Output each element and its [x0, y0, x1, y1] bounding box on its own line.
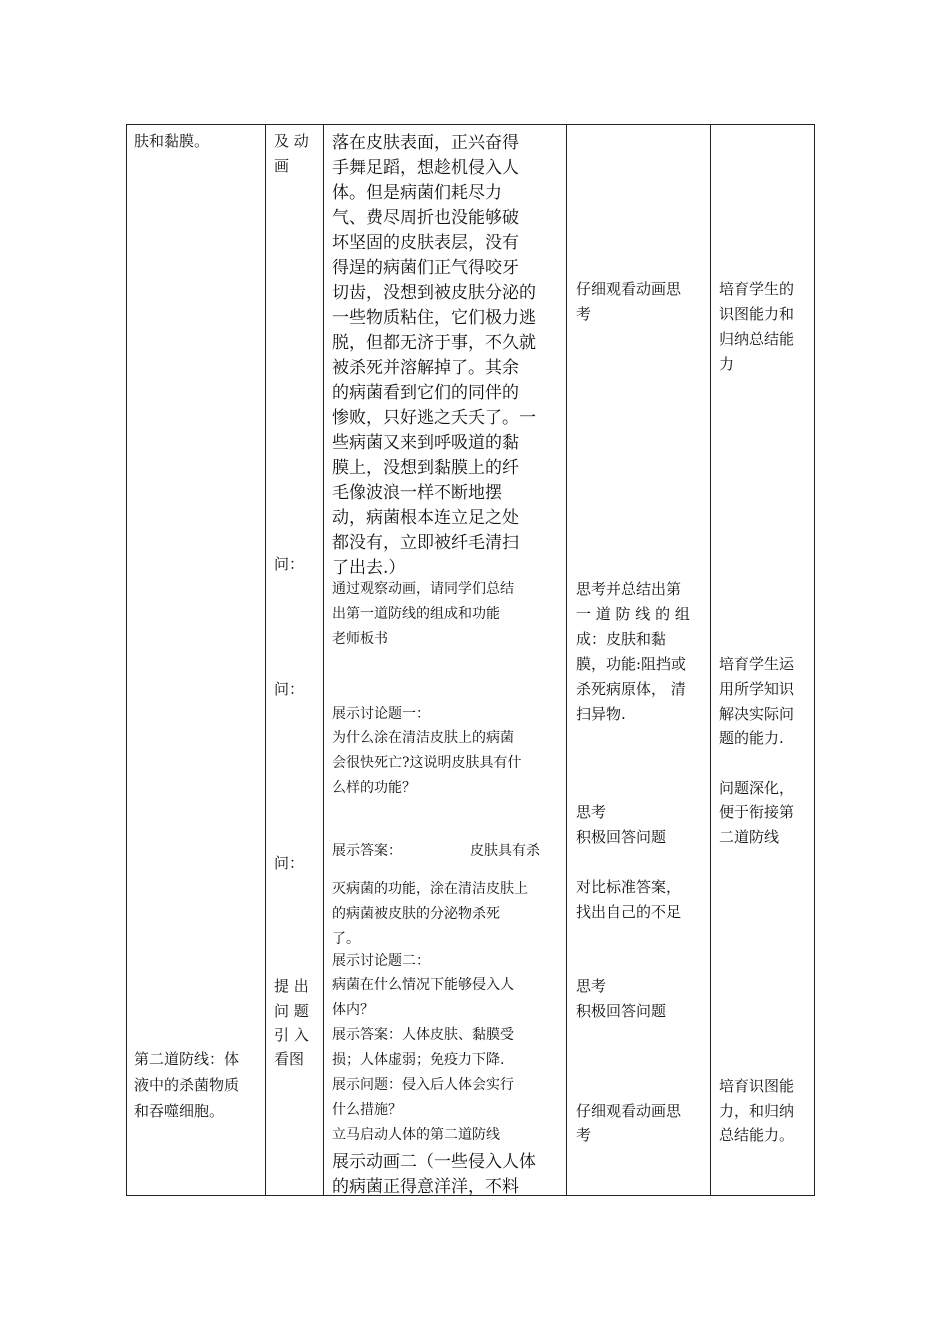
second-defense-line: 第二道防线：体 — [134, 1050, 240, 1068]
method-line: 提 出 — [274, 977, 309, 995]
student-line: 考 — [576, 305, 592, 323]
story-line: 一些物质粘住，它们极力逃 — [332, 308, 536, 328]
student-line: 仔细观看动画思 — [576, 280, 682, 298]
student-line: 思考 — [576, 977, 607, 995]
discussion-line: 什么措施？ — [332, 1102, 402, 1118]
content-line: 肤和黏膜。 — [134, 132, 210, 150]
summary-line: 出第一道防线的组成和功能 — [332, 606, 500, 622]
discussion-line: 体内？ — [332, 1002, 374, 1018]
ask-label: 问： — [274, 555, 305, 573]
animation-line: 的病菌正得意洋洋，不料 — [332, 1177, 519, 1197]
goal-line: 力，和归纳 — [719, 1102, 795, 1120]
column-divider — [265, 125, 266, 1195]
story-line: 手舞足蹈，想趁机侵入人 — [332, 158, 519, 178]
story-line: 了出去.） — [332, 558, 406, 578]
answer-line: 了。 — [332, 931, 360, 947]
story-line: 落在皮肤表面，正兴奋得 — [332, 133, 519, 153]
student-line: 成：皮肤和黏 — [576, 630, 667, 648]
column-divider — [710, 125, 711, 1195]
discussion-line: 么样的功能？ — [332, 780, 416, 796]
method-line: 画 — [274, 157, 290, 175]
second-defense-line: 和吞噬细胞。 — [134, 1102, 225, 1120]
summary-line: 老师板书 — [332, 631, 388, 647]
answer-line: 皮肤具有杀 — [470, 843, 540, 859]
discussion-line: 展示讨论题二： — [332, 953, 430, 969]
ask-label: 问： — [274, 854, 305, 872]
student-line: 考 — [576, 1126, 592, 1144]
student-line: 对比标准答案， — [576, 878, 682, 896]
goal-line: 二道防线 — [719, 828, 780, 846]
goal-line: 归纳总结能 — [719, 330, 795, 348]
discussion-line: 为什么涂在清洁皮肤上的病菌 — [332, 730, 514, 746]
discussion-line: 会很快死亡?这说明皮肤具有什 — [332, 755, 522, 771]
discussion-line: 展示答案：人体皮肤、黏膜受 — [332, 1027, 514, 1043]
story-line: 坏坚固的皮肤表层，没有 — [332, 233, 519, 253]
story-line: 都没有，立即被纤毛清扫 — [332, 533, 519, 553]
student-line: 找出自己的不足 — [576, 903, 682, 921]
student-line: 杀死病原体， 清 — [576, 680, 686, 698]
second-defense-line: 液中的杀菌物质 — [134, 1076, 240, 1094]
animation-line: 展示动画二（一些侵入人体 — [332, 1152, 536, 1172]
goal-line: 识图能力和 — [719, 305, 795, 323]
student-line: 扫异物. — [576, 705, 626, 723]
student-line: 积极回答问题 — [576, 1002, 667, 1020]
discussion-line: 立马启动人体的第二道防线 — [332, 1127, 500, 1143]
goal-line: 总结能力。 — [719, 1126, 795, 1144]
discussion-line: 病菌在什么情况下能够侵入人 — [332, 977, 514, 993]
method-line: 问 题 — [274, 1002, 309, 1020]
student-line: 积极回答问题 — [576, 828, 667, 846]
goal-line: 培育学生运 — [719, 655, 795, 673]
story-line: 被杀死并溶解掉了。其余 — [332, 358, 519, 378]
discussion-line: 展示讨论题一： — [332, 706, 430, 722]
answer-line: 灭病菌的功能，涂在清洁皮肤上 — [332, 881, 528, 897]
answer-label: 展示答案： — [332, 843, 402, 859]
ask-label: 问： — [274, 680, 305, 698]
student-line: 仔细观看动画思 — [576, 1102, 682, 1120]
story-line: 切齿，没想到被皮肤分泌的 — [332, 283, 536, 303]
goal-line: 力 — [719, 355, 735, 373]
method-line: 引 入 — [274, 1026, 309, 1044]
story-line: 惨败，只好逃之夭夭了。一 — [332, 408, 536, 428]
method-line: 及 动 — [274, 132, 309, 150]
column-divider — [323, 125, 324, 1195]
story-line: 脱，但都无济于事，不久就 — [332, 333, 536, 353]
student-line: 膜，功能:阻挡或 — [576, 655, 687, 673]
discussion-line: 损；人体虚弱；免疫力下降. — [332, 1052, 505, 1068]
story-line: 毛像波浪一样不断地摆 — [332, 483, 502, 503]
method-line: 看图 — [274, 1050, 305, 1068]
story-line: 的病菌看到它们的同伴的 — [332, 383, 519, 403]
story-line: 些病菌又来到呼吸道的黏 — [332, 433, 519, 453]
goal-line: 题的能力. — [719, 729, 784, 747]
goal-line: 解决实际问 — [719, 705, 795, 723]
goal-line: 问题深化， — [719, 779, 795, 797]
goal-line: 培育学生的 — [719, 280, 795, 298]
answer-line: 的病菌被皮肤的分泌物杀死 — [332, 906, 500, 922]
student-line: 思考 — [576, 803, 607, 821]
goal-line: 用所学知识 — [719, 680, 795, 698]
student-line: 思考并总结出第 — [576, 580, 682, 598]
student-line: 一 道 防 线 的 组 — [576, 605, 690, 623]
goal-line: 便于衔接第 — [719, 803, 795, 821]
summary-line: 通过观察动画，请同学们总结 — [332, 581, 514, 597]
story-line: 体。但是病菌们耗尽力 — [332, 183, 502, 203]
story-line: 气、费尽周折也没能够破 — [332, 208, 519, 228]
column-divider — [566, 125, 567, 1195]
goal-line: 培育识图能 — [719, 1077, 795, 1095]
story-line: 动，病菌根本连立足之处 — [332, 508, 519, 528]
discussion-line: 展示问题：侵入后人体会实行 — [332, 1077, 514, 1093]
story-line: 膜上，没想到黏膜上的纤 — [332, 458, 519, 478]
story-line: 得逞的病菌们正气得咬牙 — [332, 258, 519, 278]
